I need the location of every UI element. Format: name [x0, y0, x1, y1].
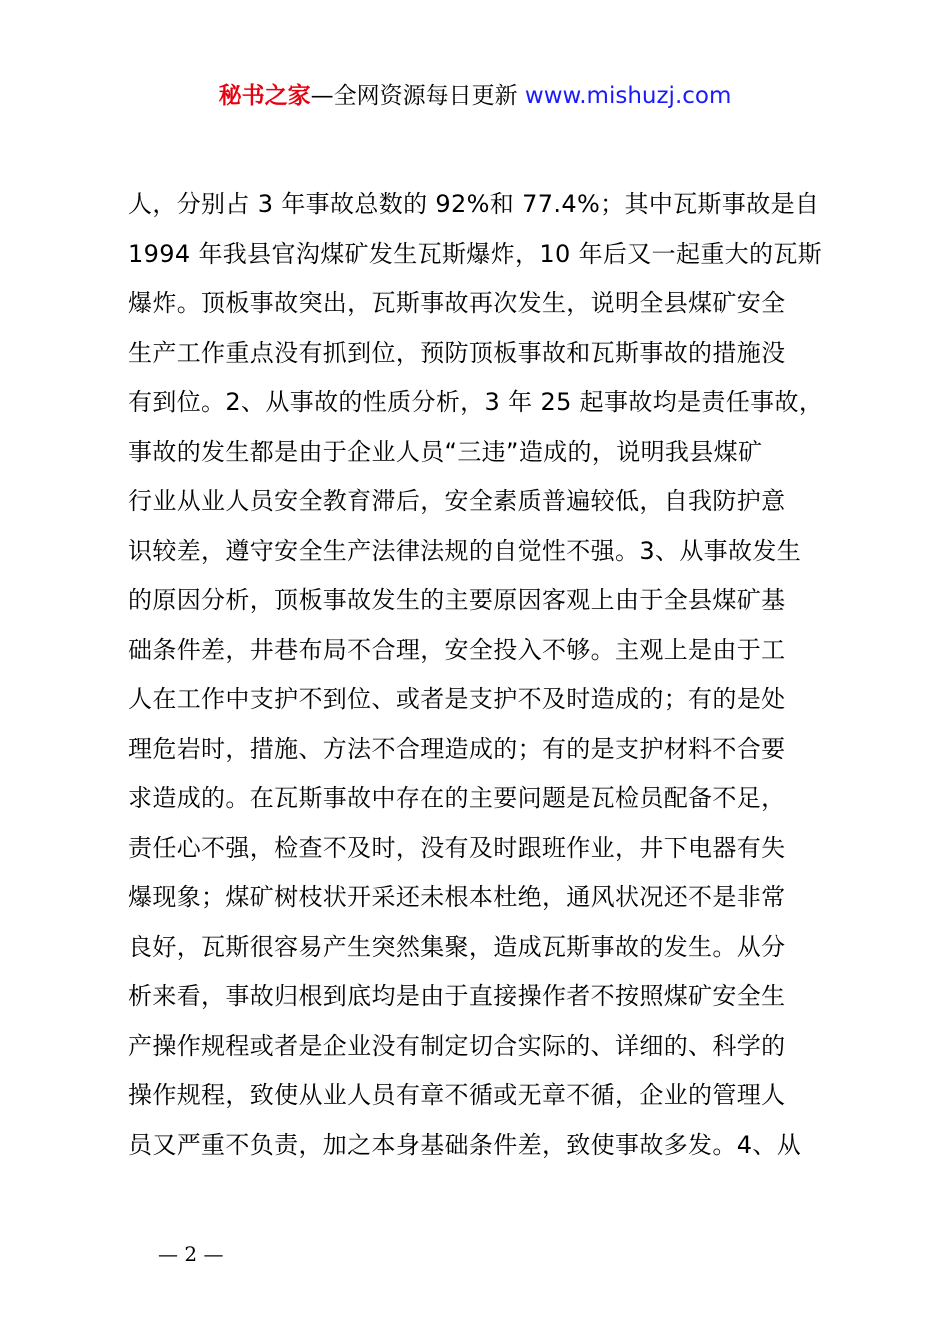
- body-line: 求造成的。在瓦斯事故中存在的主要问题是瓦检员配备不足，: [128, 784, 786, 812]
- site-brand: 秘书之家: [218, 83, 311, 109]
- document-body: [128, 180, 848, 1170]
- page-number: — 2 —: [158, 1242, 224, 1266]
- body-line: 爆现象；煤矿树枝状开采还未根本杜绝，通风状况还不是非常: [128, 883, 786, 911]
- body-line: 识较差，遵守安全生产法律法规的自觉性不强。3、从事故发生: [128, 536, 802, 565]
- body-line: 事故的发生都是由于企业人员“三违”造成的，说明我县煤矿: [128, 437, 763, 466]
- body-line: 操作规程，致使从业人员有章不循或无章不循，企业的管理人: [128, 1081, 786, 1109]
- body-line: 析来看，事故归根到底均是由于直接操作者不按照煤矿安全生: [128, 982, 786, 1010]
- body-line: 的原因分析，顶板事故发生的主要原因客观上由于全县煤矿基: [128, 586, 786, 614]
- body-line: 生产工作重点没有抓到位，预防顶板事故和瓦斯事故的措施没: [128, 338, 786, 367]
- site-url-link[interactable]: www.mishuzj.com: [524, 83, 732, 109]
- body-line: 1994 年我县官沟煤矿发生瓦斯爆炸，10 年后又一起重大的瓦斯: [128, 239, 823, 268]
- body-line: 人，分别占 3 年事故总数的 92%和 77.4%；其中瓦斯事故是自: [128, 190, 820, 218]
- body-line: 有到位。2、从事故的性质分析，3 年 25 起事故均是责任事故，: [128, 388, 824, 416]
- body-line: 爆炸。顶板事故突出，瓦斯事故再次发生，说明全县煤矿安全: [128, 289, 786, 317]
- body-line: 理危岩时，措施、方法不合理造成的；有的是支护材料不合要: [128, 734, 786, 763]
- site-header: [0, 80, 950, 112]
- body-line: 良好，瓦斯很容易产生突然集聚，造成瓦斯事故的发生。从分: [128, 932, 786, 961]
- body-line: 员又严重不负责，加之本身基础条件差，致使事故多发。4、从: [128, 1130, 802, 1159]
- body-line: 人在工作中支护不到位、或者是支护不及时造成的；有的是处: [128, 685, 786, 713]
- body-line: 础条件差，井巷布局不合理，安全投入不够。主观上是由于工: [128, 635, 786, 664]
- body-line: 责任心不强，检查不及时，没有及时跟班作业，井下电器有失: [128, 833, 786, 862]
- body-line: 产操作规程或者是企业没有制定切合实际的、详细的、科学的: [128, 1031, 786, 1060]
- body-line: 行业从业人员安全教育滞后，安全素质普遍较低，自我防护意: [128, 487, 786, 515]
- site-tagline: —全网资源每日更新: [310, 83, 525, 109]
